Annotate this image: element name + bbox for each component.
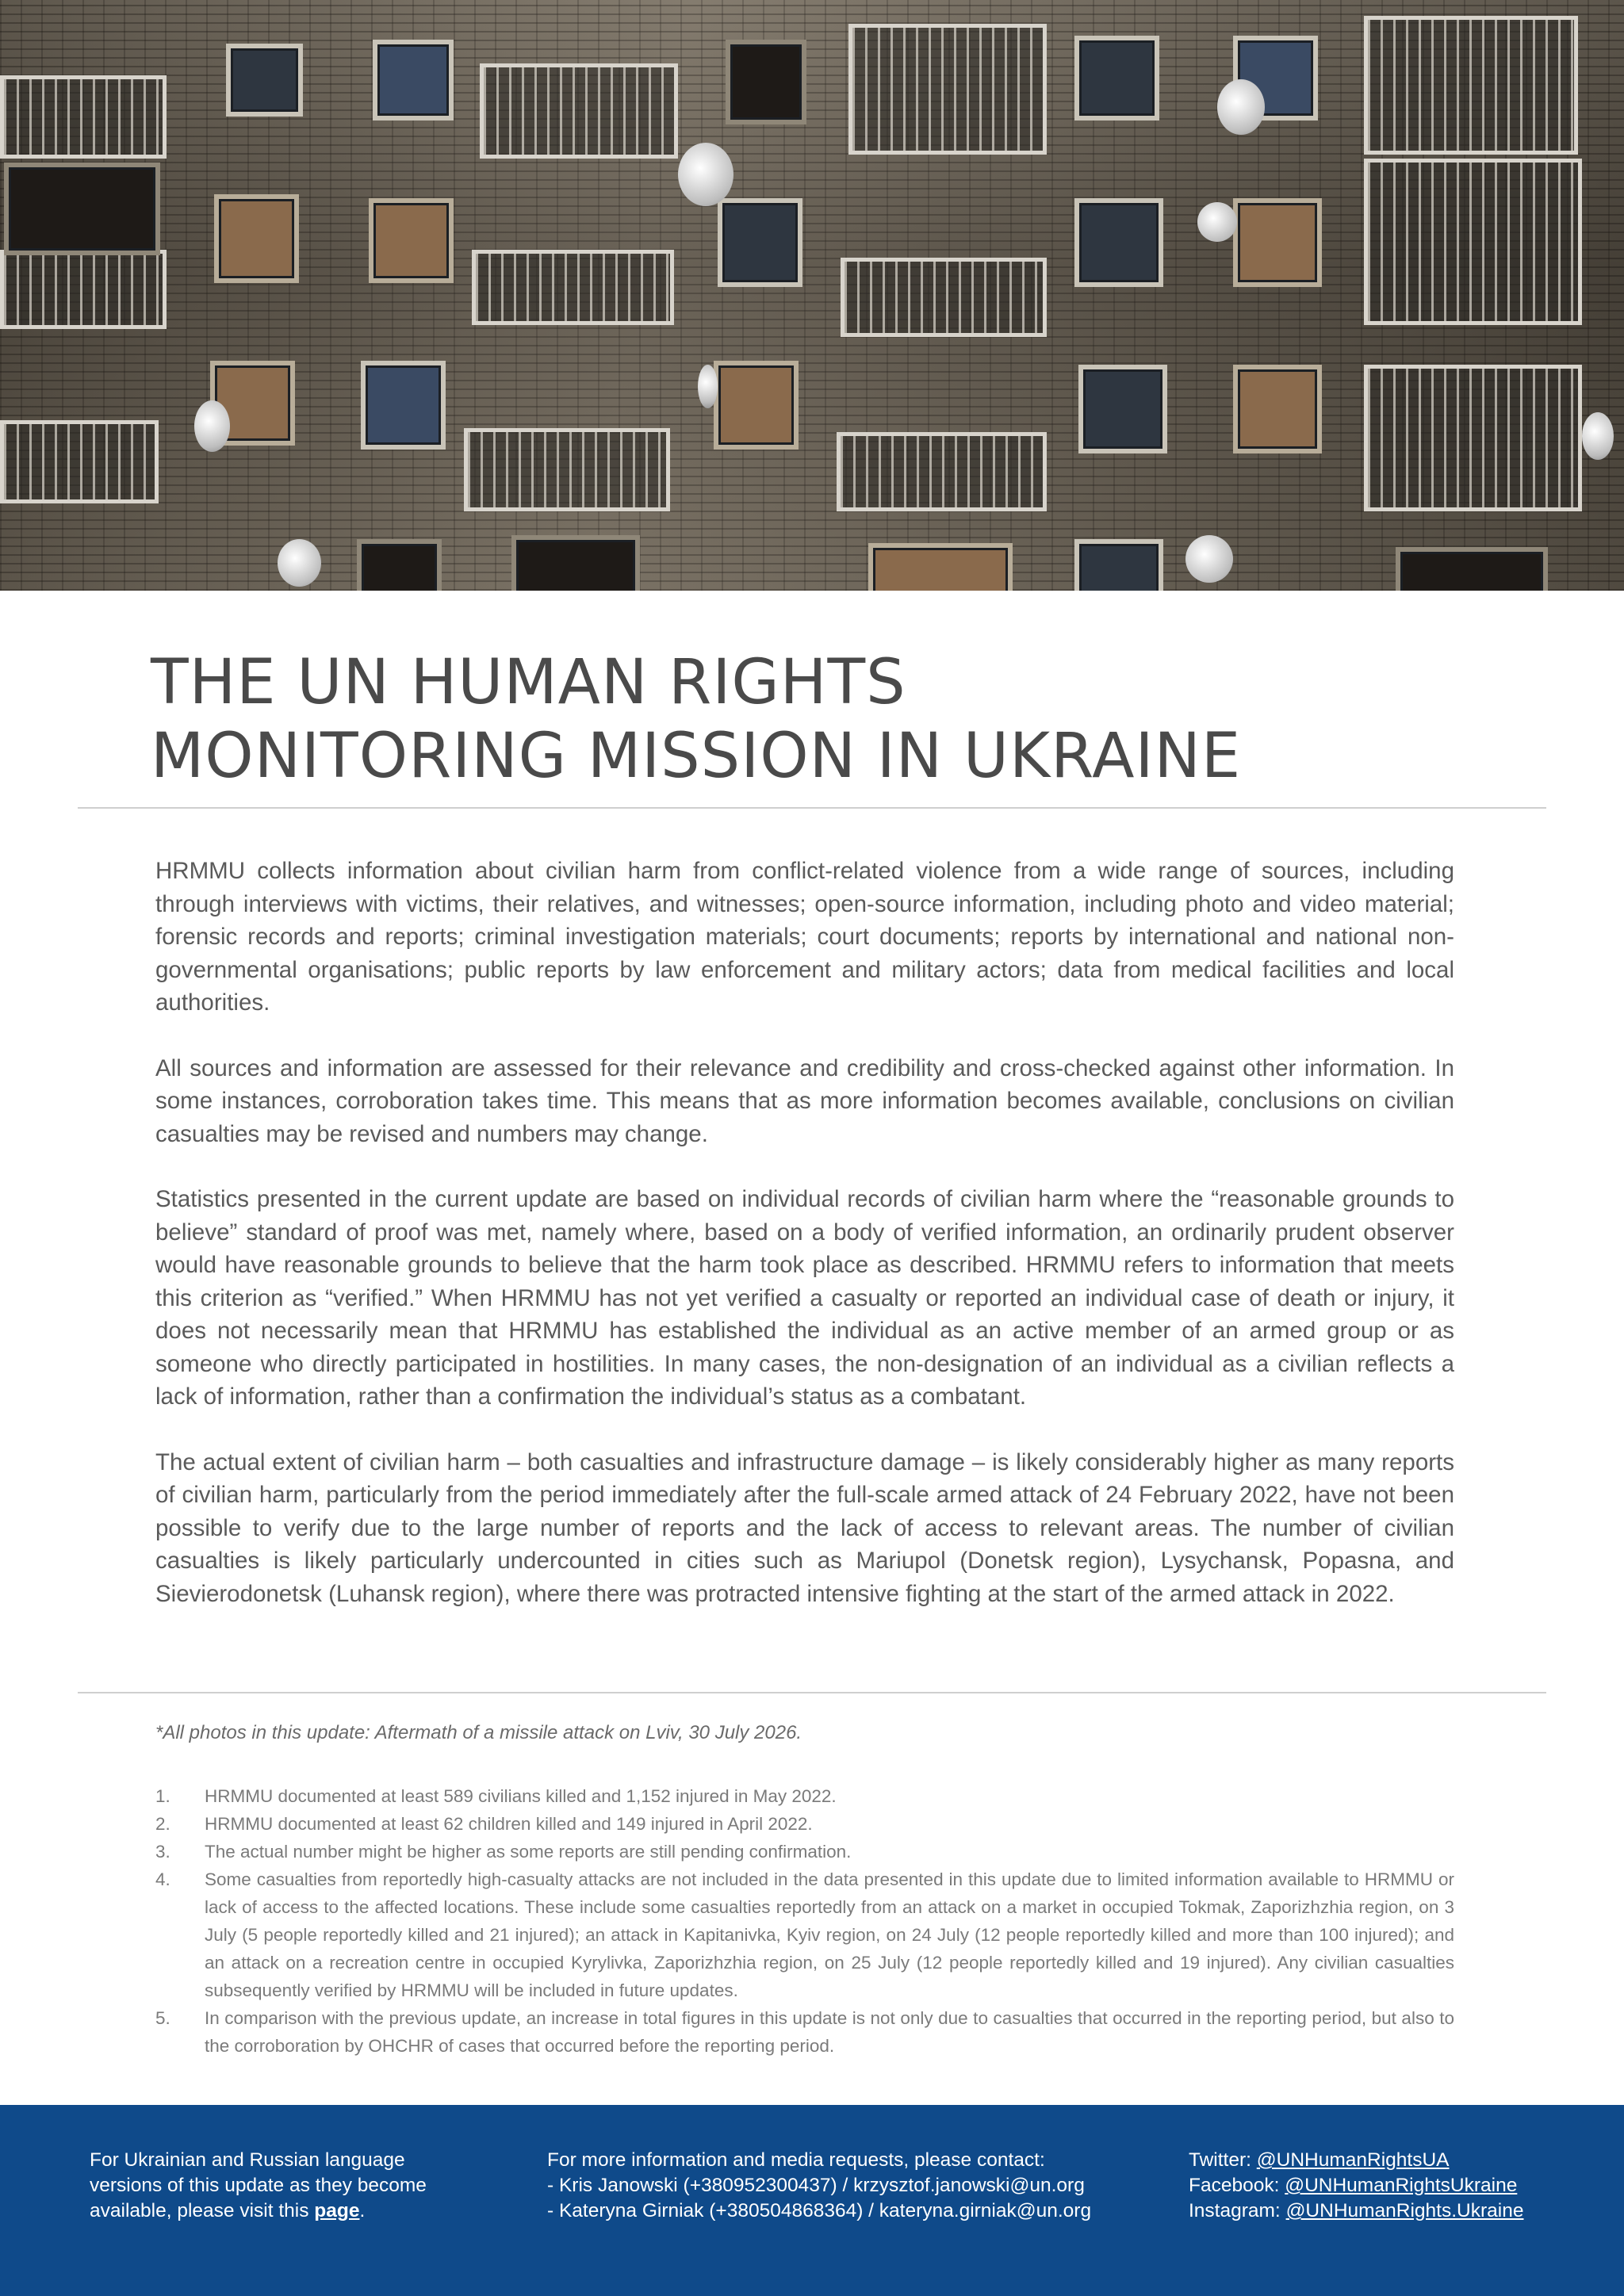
window	[1396, 547, 1548, 591]
balcony	[0, 250, 167, 329]
window	[868, 543, 1013, 591]
footnote-number: 2.	[155, 1814, 170, 1834]
satellite-dish	[278, 539, 321, 587]
satellite-dish	[698, 365, 718, 408]
balcony	[837, 432, 1047, 511]
window	[226, 44, 303, 117]
footnote-text: HRMMU documented at least 62 children killed and 149 injured in April 2022.	[205, 1814, 813, 1834]
footnotes-list	[155, 1782, 1454, 2060]
language-line-3-suffix: .	[359, 2200, 366, 2221]
window	[4, 163, 160, 255]
social-media-links	[1189, 2148, 1523, 2224]
body-text	[155, 855, 1454, 1643]
footnote-number: 4.	[155, 1869, 170, 1889]
language-versions-info	[90, 2148, 427, 2224]
footnote-number: 3.	[155, 1842, 170, 1862]
satellite-dish	[1582, 412, 1614, 460]
instagram-row	[1189, 2198, 1523, 2224]
window	[1078, 365, 1167, 453]
twitter-label: Twitter:	[1189, 2149, 1257, 2171]
satellite-dish	[194, 400, 230, 452]
footnote-text: Some casualties from reportedly high-casualty attacks are not included in the data presented in this update due to limited information available to HRMMU or lack of access to the affected locations. These include some casualties reportedly from an attack on a market in occupied Tokmak, Zaporizhzhia region, on 3 July (5 people reportedly killed and 21 injured); an attack in Kapitanivka, Kyiv region, on 24 July (12 people reportedly killed and more than 100 injured); and an attack on a recreation centre in occupied Kyrylivka, Zaporizhzhia region, on 25 July (12 people reportedly killed and 19 injured). Any civilian casualties subsequently verified by HRMMU will be included in future updates.	[205, 1869, 1454, 2000]
paragraph-statistics: Statistics presented in the current update are based on individual records of civilian harm where the “reasonable grounds to believe” standard of proof was met, namely where, based on a body of verified information, an ordinarily prudent observer would have reasonable grounds to believe that the harm took place as described. HRMMU refers to information that meets this criterion as “verified.” When HRMMU has not yet verified a casualty or reported an individual case of death or injury, it does not necessarily mean that HRMMU has established the individual as an active member of an armed group or as someone who directly participated in hostilities. In many cases, the non-designation of an individual as a civilian reflects a lack of information, rather than a confirmation the individual’s status as a combatant.	[155, 1186, 1454, 1410]
footnote-item	[155, 1810, 1454, 1838]
photo-caption: *All photos in this update: Aftermath of a missile attack on Lviv, 30 July 2026.	[155, 1722, 802, 1743]
twitter-link[interactable]: @UNHumanRightsUA	[1256, 2149, 1450, 2171]
balcony	[1364, 365, 1582, 511]
facebook-label: Facebook:	[1189, 2175, 1285, 2196]
window	[373, 40, 454, 121]
footnote-item	[155, 1782, 1454, 1810]
title-line-2: MONITORING MISSION IN UKRAINE	[151, 721, 1242, 792]
footnote-text: HRMMU documented at least 589 civilians killed and 1,152 injured in May 2022.	[205, 1786, 837, 1806]
media-contact-info	[547, 2148, 1091, 2224]
paragraph-assessment: All sources and information are assessed for their relevance and credibility and cross-checked against other information. In some instances, corroboration takes time. This means that as more information becomes available, conclusions on civilian casualties may be revised and numbers may change.	[155, 1054, 1454, 1147]
satellite-dish	[678, 143, 733, 206]
balcony	[848, 24, 1047, 155]
language-page-link[interactable]: page	[314, 2200, 360, 2221]
facebook-row	[1189, 2173, 1523, 2198]
satellite-dish	[1217, 79, 1265, 135]
window	[718, 198, 802, 287]
footer	[0, 2105, 1624, 2296]
footnote-number: 5.	[155, 2008, 170, 2028]
footnote-item	[155, 1866, 1454, 2004]
facebook-link[interactable]: @UNHumanRightsUkraine	[1285, 2175, 1518, 2196]
balcony	[464, 428, 670, 511]
window	[1074, 36, 1159, 121]
balcony	[480, 63, 678, 159]
balcony	[0, 75, 167, 159]
paragraph-sources: HRMMU collects information about civilian harm from conflict-related violence from a wide range of sources, including through interviews with victims, their relatives, and witnesses; open-source information, including photo and video material; forensic records and reports; criminal investigation materials; court documents; reports by international and national non-governmental organisations; public reports by law enforcement and military actors; data from medical facilities and local authorities.	[155, 858, 1454, 1016]
window	[726, 40, 806, 124]
instagram-link[interactable]: @UNHumanRights.Ukraine	[1285, 2200, 1524, 2221]
contact-intro: For more information and media requests, please contact:	[547, 2149, 1045, 2171]
window	[1074, 539, 1163, 591]
footnotes-divider	[78, 1692, 1546, 1693]
window	[714, 361, 799, 450]
window	[1074, 198, 1163, 287]
paragraph-actual-extent: The actual extent of civilian harm – both casualties and infrastructure damage – is likely considerably higher as many reports of civilian harm, particularly from the period immediately after the full-scale armed attack of 24 February 2022, have not been possible to verify due to the large number of reports and the lack of access to relevant areas. The number of civilian casualties is likely particularly undercounted in cities such as Mariupol (Donetsk region), Lysychansk, Popasna, and Sievierodonetsk (Luhansk region), where there was protracted intensive fighting at the start of the armed attack in 2022.	[155, 1448, 1454, 1607]
window	[511, 535, 640, 591]
footnote-text: In comparison with the previous update, an increase in total figures in this update is not only due to casualties that occurred in the reporting period, but also to the corroboration by OHCHR of cases that occurred before the reporting period.	[205, 2008, 1454, 2056]
title-line-1: THE UN HUMAN RIGHTS	[151, 647, 906, 718]
hero-photo	[0, 0, 1624, 591]
page-title	[151, 646, 1241, 794]
footnote-number: 1.	[155, 1786, 170, 1806]
window	[1233, 198, 1322, 287]
language-line-3-prefix: available, please visit this	[90, 2200, 315, 2221]
balcony	[0, 420, 159, 503]
window	[1233, 365, 1322, 453]
contact-kris-janowski: - Kris Janowski (+380952300437) / krzysztof.janowski@un.org	[547, 2175, 1085, 2196]
balcony	[841, 258, 1047, 337]
twitter-row	[1189, 2148, 1523, 2173]
language-line-2: versions of this update as they become	[90, 2175, 427, 2196]
footnote-item	[155, 2004, 1454, 2060]
footnote-text: The actual number might be higher as some reports are still pending confirmation.	[205, 1842, 852, 1862]
title-divider	[78, 807, 1546, 809]
contact-kateryna-girniak: - Kateryna Girniak (+380504868364) / kateryna.girniak@un.org	[547, 2200, 1092, 2221]
language-line-3	[90, 2198, 427, 2224]
window	[357, 539, 442, 591]
satellite-dish	[1197, 202, 1237, 242]
window	[361, 361, 446, 450]
window	[369, 198, 454, 283]
balcony	[1364, 159, 1582, 325]
window	[214, 194, 299, 283]
balcony	[1364, 16, 1578, 155]
language-line-1: For Ukrainian and Russian language	[90, 2149, 405, 2171]
balcony	[472, 250, 674, 325]
satellite-dish	[1185, 535, 1233, 583]
footnote-item	[155, 1838, 1454, 1866]
instagram-label: Instagram:	[1189, 2200, 1286, 2221]
